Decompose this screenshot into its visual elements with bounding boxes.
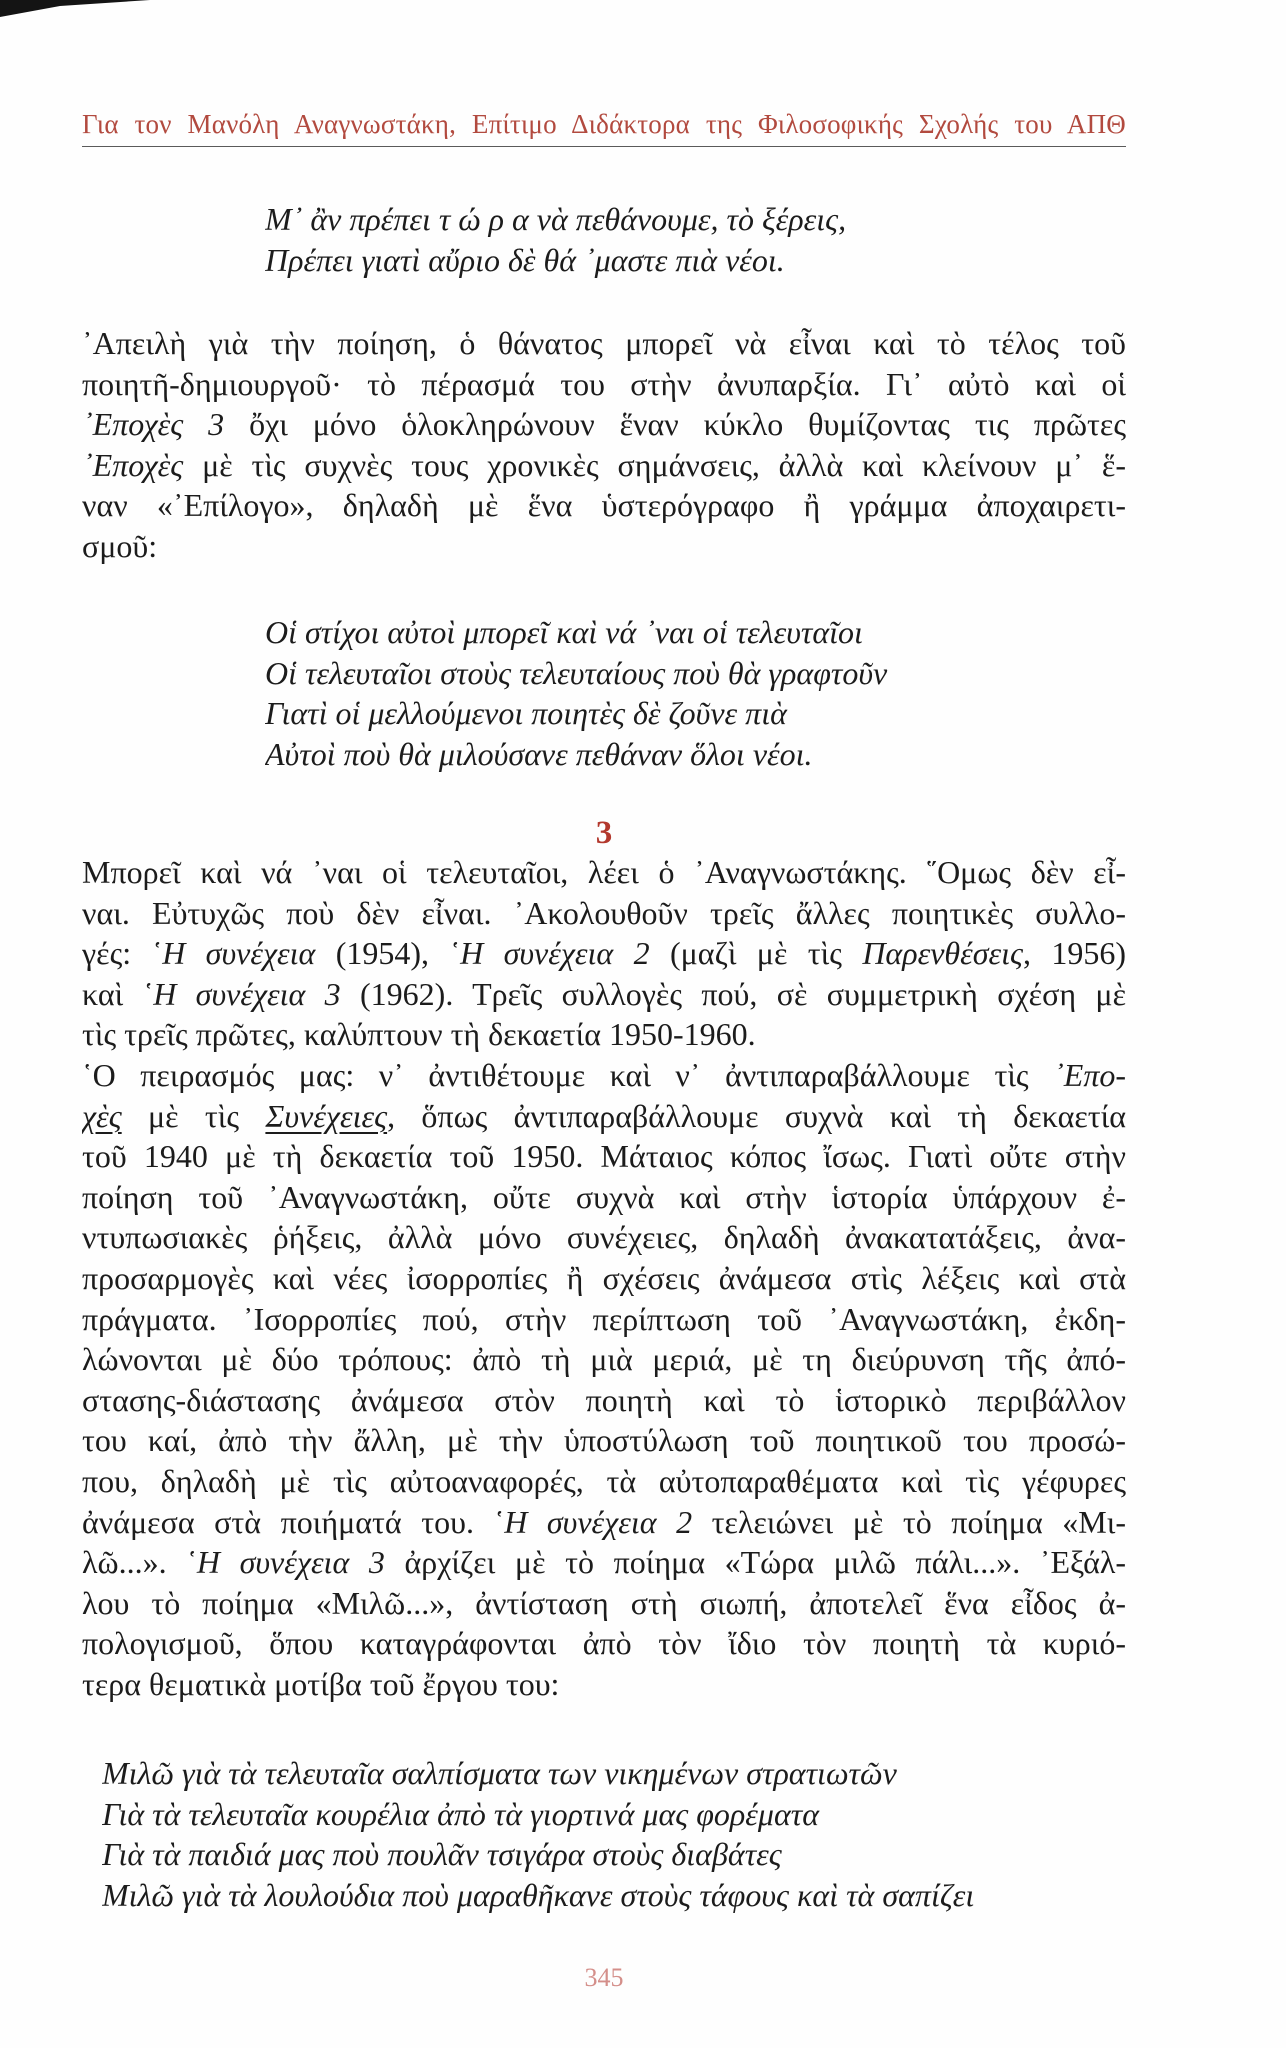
section-3-body	[82, 852, 1126, 1704]
text-run: ὄχι μόνο ὁλοκληρώνουν ἕναν κύκλο θυμίζοντας τις πρῶτες	[224, 406, 1126, 443]
text-run: ἀρχίζει μὲ τὸ ποίημα «Τώρα μιλῶ πάλι...». ᾽Εξάλ-	[384, 1544, 1126, 1581]
text-line: ναν «᾽Επίλογο», δηλαδὴ μὲ ἕνα ὑστερόγραφο ἢ γράμμα ἀποχαιρετι-	[82, 487, 1126, 524]
italic-run: ᾽Επο-	[1053, 1056, 1126, 1093]
text-line: ᾽Απειλὴ γιὰ τὴν ποίηση, ὁ θάνατος μπορεῖ νὰ εἶναι καὶ τὸ τέλος τοῦ	[82, 325, 1126, 361]
text-line: Μπορεῖ καὶ νά ᾽ναι οἱ τελευταῖοι, λέει ὁ ᾽Αναγνωστάκης. ῞Ομως δὲν εἶ-	[82, 854, 1126, 890]
text-line: σμοῦ:	[82, 527, 158, 564]
text-line: τερα θεματικὰ μοτίβα τοῦ ἔργου του:	[82, 1665, 560, 1702]
text-line: του καί, ἀπὸ τὴν ἄλλη, μὲ τὴν ὑποστύλωση τοῦ ποιητικοῦ του προσώ-	[82, 1422, 1126, 1459]
text-run: μὲ τὶς συχνὲς τους χρονικὲς σημάνσεις, ἀλλὰ καὶ κλείνουν μ᾽ ἕ-	[183, 446, 1126, 483]
text-line	[82, 445, 1126, 486]
text-run: (1954),	[315, 935, 450, 972]
paragraph	[82, 852, 1126, 1055]
verse-line: Μιλῶ γιὰ τὰ τελευταῖα σαλπίσματα των νικημένων στρατιωτῶν	[102, 1755, 897, 1791]
page-number: 345	[584, 1963, 624, 1992]
verse-quote-1	[265, 199, 1126, 280]
text-line	[82, 1502, 1126, 1543]
italic-run: ᾽Εποχὲς 3	[82, 406, 225, 443]
italic-run: Παρενθέσεις	[862, 935, 1023, 972]
italic-run: χὲς	[82, 1097, 122, 1134]
text-line: πράγματα. ᾽Ισορροπίες πού, στὴν περίπτωση τοῦ ᾽Αναγνωστάκη, ἐκδη-	[82, 1300, 1126, 1337]
text-line	[82, 404, 1126, 445]
text-run: (μαζὶ μὲ τὶς	[649, 935, 863, 972]
italic-run: ῾Η συνέχεια	[151, 935, 316, 972]
text-run: λῶ...».	[82, 1544, 187, 1581]
text-line: τὶς τρεῖς πρῶτες, καλύπτουν τὴ δεκαετία 1950-1960.	[82, 1016, 756, 1053]
text-line	[82, 1055, 1126, 1096]
running-header: Για τον Μανόλη Αναγνωστάκη, Επίτιμο Διδάκτορα της Φιλοσοφικής Σχολής του ΑΠΘ	[82, 109, 1126, 139]
text-line	[82, 1096, 1126, 1137]
verse-line: Πρέπει γιατὶ αὔριο δὲ θά ᾽μαστε πιὰ νέοι.	[265, 241, 785, 278]
text-line: λου τὸ ποίημα «Μιλῶ...», ἀντίσταση στὴ σιωπή, ἀποτελεῖ ἕνα εἶδος ἀ-	[82, 1584, 1126, 1621]
verse-line: Γιὰ τὰ παιδιά μας ποὺ πουλᾶν τσιγάρα στοὺς διαβάτες	[102, 1836, 782, 1873]
italic-run: ᾽Εποχὲς	[82, 446, 184, 483]
text-run: , 1956)	[1022, 935, 1126, 972]
italic-run: ῾Η συνέχεια 3	[186, 1544, 385, 1581]
text-line: ναι. Εὐτυχῶς ποὺ δὲν εἶναι. ᾽Ακολουθοῦν τρεῖς ἄλλες ποιητικὲς συλλο-	[82, 894, 1126, 931]
text-line: ντυπωσιακὲς ῥήξεις, ἀλλὰ μόνο συνέχειες, δηλαδὴ ἀνακατατάξεις, ἀνα-	[82, 1219, 1126, 1256]
verse-line: Μιλῶ γιὰ τὰ λουλούδια ποὺ μαραθῆκανε στοὺς τάφους καὶ τὰ σαπίζει	[102, 1876, 975, 1913]
text-run: γές:	[82, 935, 152, 972]
text-line: πολογισμοῦ, ὅπου καταγράφονται ἀπὸ τὸν ἴδιο τὸν ποιητὴ τὰ κυριό-	[82, 1625, 1126, 1662]
text-line: που, δηλαδὴ μὲ τὶς αὐτοαναφορές, τὰ αὐτοπαραθέματα καὶ τὶς γέφυρες	[82, 1462, 1126, 1499]
text-line	[82, 974, 1126, 1015]
verse-quote-2	[265, 612, 1126, 774]
text-run: ἀνάμεσα στὰ ποιήματά του.	[82, 1503, 494, 1540]
verse-line: Γιὰ τὰ τελευταῖα κουρέλια ἀπὸ τὰ γιορτινά μας φορέματα	[102, 1795, 819, 1832]
text-line: στασης-διάστασης ἀνάμεσα στὸν ποιητὴ καὶ τὸ ἱστορικὸ περιβάλλον	[82, 1381, 1126, 1418]
verse-line: Οἱ στίχοι αὐτοὶ μπορεῖ καὶ νά ᾽ναι οἱ τελευταῖοι	[265, 614, 863, 650]
verse-line: Οἱ τελευταῖοι στοὺς τελευταίους ποὺ θὰ γραφτοῦν	[265, 654, 888, 691]
text-line: λώνονται μὲ δύο τρόπους: ἀπὸ τὴ μιὰ μεριά, μὲ τη διεύρυνση τῆς ἀπό-	[82, 1341, 1126, 1378]
text-run: (1962). Τρεῖς συλλογὲς πού, σὲ συμμετρικὴ σχέση μὲ	[340, 975, 1126, 1012]
verse-quote-3	[102, 1753, 1126, 1915]
text-run: ῾Ο πειρασμός μας: ν᾽ ἀντιθέτουμε καὶ ν᾽ ἀντιπαραβάλλουμε τὶς	[82, 1056, 1054, 1093]
text-run: τελειώνει μὲ τὸ ποίημα «Μι-	[692, 1503, 1126, 1540]
text-line: ποιητῆ-δημιουργοῦ· τὸ πέρασμά του στὴν ἀνυπαρξία. Γι᾽ αὐτὸ καὶ οἱ	[82, 365, 1126, 402]
text-line	[82, 1542, 1126, 1583]
paragraph	[82, 1055, 1126, 1705]
header-rule	[82, 146, 1126, 147]
paragraph	[82, 323, 1126, 567]
text-line: ποίηση τοῦ ᾽Αναγνωστάκη, οὔτε συχνὰ καὶ στὴν ἱστορία ὑπάρχουν ἐ-	[82, 1178, 1126, 1215]
text-run: , ὅπως ἀντιπαραβάλλουμε συχνὰ καὶ τὴ δεκαετία	[387, 1097, 1126, 1134]
verse-line: Γιατὶ οἱ μελλούμενοι ποιητὲς δὲ ζοῦνε πιὰ	[265, 695, 787, 732]
italic-run: Συνέχειες	[265, 1097, 388, 1134]
section-number: 3	[595, 815, 613, 851]
text-line: τοῦ 1940 μὲ τὴ δεκαετία τοῦ 1950. Μάταιος κόπος ἴσως. Γιατὶ οὔτε στὴν	[82, 1138, 1126, 1175]
scan-edge-shadow	[0, 0, 160, 20]
verse-line: Αὐτοὶ ποὺ θὰ μιλούσανε πεθάναν ὅλοι νέοι.	[265, 735, 813, 772]
scan-edge-shadow-shape	[0, 0, 150, 17]
text-run: καὶ	[82, 975, 143, 1012]
text-line	[82, 933, 1126, 974]
text-run: μὲ τὶς	[121, 1097, 266, 1134]
verse-line: Μ᾽ ἂν πρέπει τ ώ ρ α νὰ πεθάνουμε, τὸ ξέρεις,	[265, 201, 847, 237]
text-line: προσαρμογὲς καὶ νέες ἰσορροπίες ἢ σχέσεις ἀνάμεσα στὶς λέξεις καὶ στὰ	[82, 1259, 1126, 1296]
italic-run: ῾Η συνέχεια 2	[493, 1503, 693, 1540]
italic-run: ῾Η συνέχεια 3	[142, 975, 341, 1012]
italic-run: ῾Η συνέχεια 2	[449, 935, 650, 972]
body-text-1	[82, 323, 1126, 567]
